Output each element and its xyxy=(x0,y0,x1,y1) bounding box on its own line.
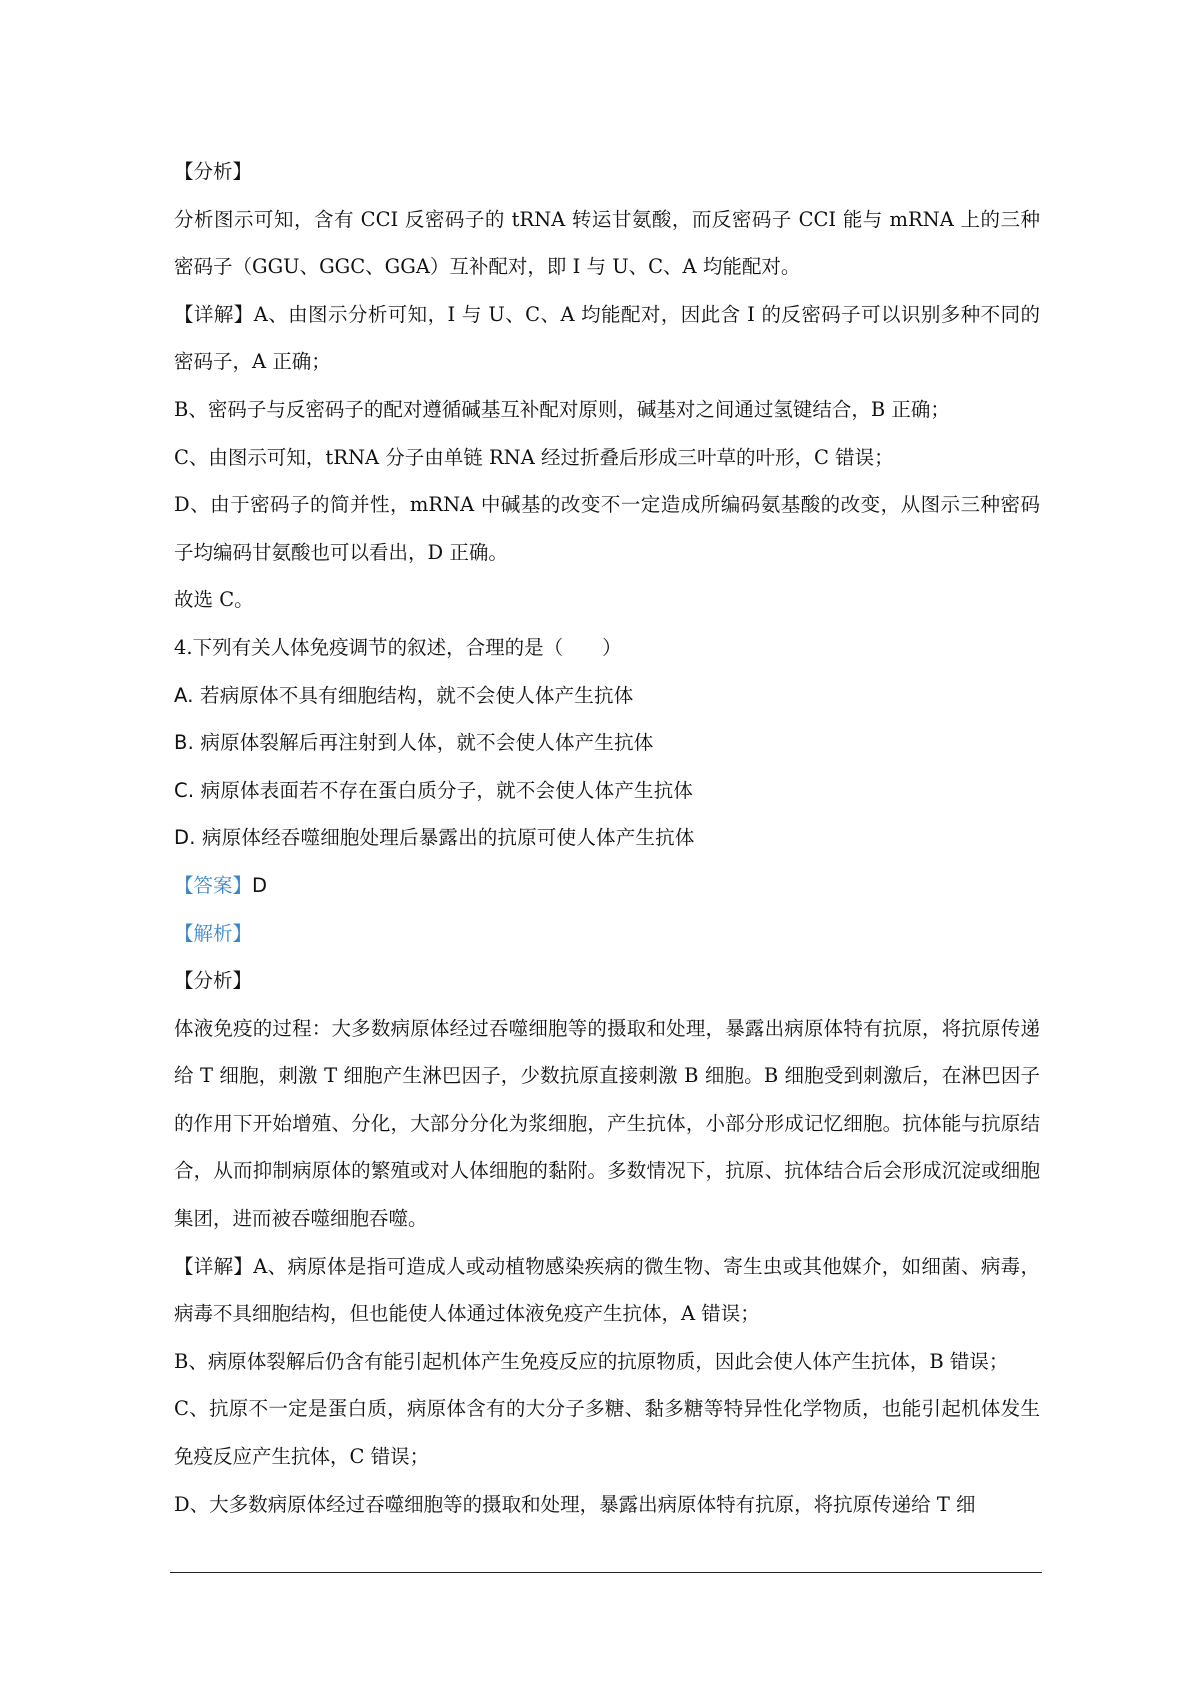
detail-d-1: D、由于密码子的简并性，mRNA 中碱基的改变不一定造成所编码氨基酸的改变，从图示三种密码子均编码甘氨酸也可以看出，D 正确。 xyxy=(174,493,1040,564)
analysis-paragraph-1: 分析图示可知，含有 CCI 反密码子的 tRNA 转运甘氨酸，而反密码子 CCI 能与 mRNA 上的三种密码子（GGU、GGC、GGA）互补配对，即 I 与 U、C、A 均能配对。 xyxy=(174,207,1040,279)
answer-row xyxy=(174,862,1040,910)
detail-c-2: C、抗原不一定是蛋白质，病原体含有的大分子多糖、黏多糖等特异性化学物质，也能引起机体发生免疫反应产生抗体，C 错误； xyxy=(174,1397,1040,1469)
conclusion-1: 故选 C。 xyxy=(174,588,254,612)
answer-label: 【答案】 xyxy=(174,873,253,897)
option-b: B. 病原体裂解后再注射到人体，就不会使人体产生抗体 xyxy=(174,731,654,755)
detail-d-2: D、大多数病原体经过吞噬细胞等的摄取和处理，暴露出病原体特有抗原，将抗原传递给 T 细 xyxy=(174,1492,976,1516)
detail-a-1: 【详解】A、由图示分析可知，I 与 U、C、A 均能配对，因此含 I 的反密码子可以识别多种不同的密码子，A 正确； xyxy=(174,302,1040,374)
question-stem: 4.下列有关人体免疫调节的叙述，合理的是（ ） xyxy=(174,635,622,659)
option-d: D. 病原体经吞噬细胞处理后暴露出的抗原可使人体产生抗体 xyxy=(174,826,695,850)
option-a: A. 若病原体不具有细胞结构，就不会使人体产生抗体 xyxy=(174,683,634,707)
detail-b-2: B、病原体裂解后仍含有能引起机体产生免疫反应的抗原物质，因此会使人体产生抗体，B 错误； xyxy=(174,1349,1009,1373)
detail-c-1: C、由图示可知，tRNA 分子由单链 RNA 经过折叠后形成三叶草的叶形，C 错误； xyxy=(174,445,894,469)
footer-divider xyxy=(170,1572,1042,1573)
analysis-paragraph-2: 体液免疫的过程：大多数病原体经过吞噬细胞等的摄取和处理，暴露出病原体特有抗原，将抗原传递给 T 细胞，刺激 T 细胞产生淋巴因子，少数抗原直接刺激 B 细胞。B 细胞受到刺激后，在淋巴因子的作用下开始增殖、分化，大部分分化为浆细胞，产生抗体，小部分形成记忆细胞。抗体能与抗原结合，从而抑制病原体的繁殖或对人体细胞的黏附。多数情况下，抗原、抗体结合后会形成沉淀或细胞集团，进而被吞噬细胞吞噬。 xyxy=(174,1016,1040,1231)
explanation-label: 【解析】 xyxy=(174,921,253,945)
detail-a-2: 【详解】A、病原体是指可造成人或动植物感染疾病的微生物、寄生虫或其他媒介，如细菌、病毒，病毒不具细胞结构，但也能使人体通过体液免疫产生抗体，A 错误； xyxy=(174,1254,1040,1326)
option-c: C. 病原体表面若不存在蛋白质分子，就不会使人体产生抗体 xyxy=(174,778,694,802)
analysis-heading-2: 【分析】 xyxy=(174,969,253,993)
answer-value: D xyxy=(252,873,268,897)
document-page xyxy=(174,148,1040,1528)
detail-b-1: B、密码子与反密码子的配对遵循碱基互补配对原则，碱基对之间通过氢键结合，B 正确； xyxy=(174,397,950,421)
analysis-heading-1: 【分析】 xyxy=(174,160,253,183)
